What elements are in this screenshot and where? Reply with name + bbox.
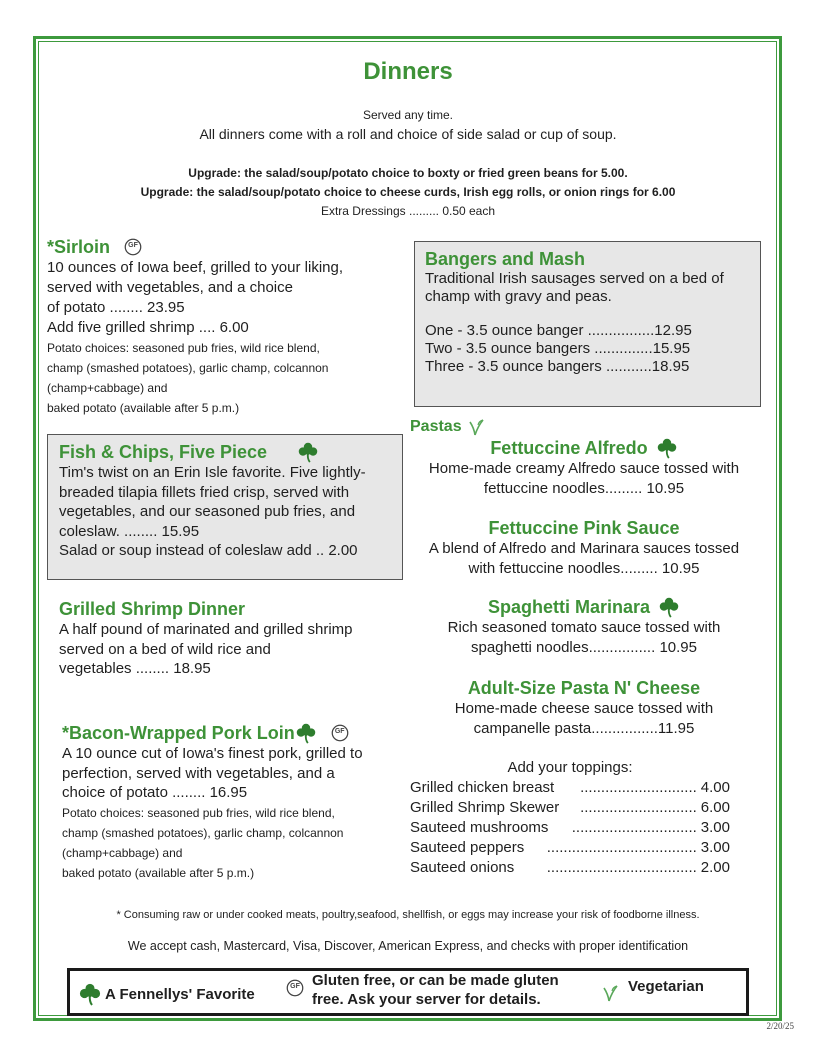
vegetarian-icon	[466, 417, 486, 437]
toppings-list	[410, 778, 730, 878]
pink-line-1: A blend of Alfredo and Marinara sauces tossed	[428, 540, 740, 557]
sirloin-title: *Sirloin	[47, 237, 111, 257]
vegetarian-icon	[600, 983, 620, 1003]
extra-dressings: Extra Dressings ......... 0.50 each	[320, 204, 496, 218]
pork-line-1: A 10 ounce cut of Iowa's finest pork, grilled to	[62, 745, 363, 762]
bangers-line-1: Traditional Irish sausages served on a bed of	[425, 270, 724, 287]
sirloin-line-1: 10 ounces of Iowa beef, grilled to your liking,	[47, 259, 344, 276]
gluten-free-icon: GF	[331, 724, 349, 742]
topping-row: Grilled Shrimp Skewer ............................ 6.00	[410, 799, 730, 816]
shrimp-section	[59, 598, 399, 679]
shamrock-icon	[297, 441, 319, 463]
shrimp-title: Grilled Shrimp Dinner	[59, 599, 246, 619]
pork-title: *Bacon-Wrapped Pork Loin	[62, 723, 295, 743]
topping-row: Grilled chicken breast ............................ 4.00	[410, 779, 730, 796]
alfredo-line-1: Home-made creamy Alfredo sauce tossed with	[428, 460, 740, 477]
shrimp-line-1: A half pound of marinated and grilled shrimp	[59, 621, 353, 638]
legend-favorite: A Fennellys' Favorite	[105, 986, 255, 1003]
marinara-line-2: spaghetti noodles................ 10.95	[471, 639, 697, 656]
legend-box	[67, 968, 749, 1016]
pasta-title-marinara: Spaghetti Marinara	[487, 597, 651, 617]
fish-chips-title: Fish & Chips, Five Piece	[59, 442, 268, 462]
foodborne-warning: * Consuming raw or under cooked meats, poultry,seafood, shellfish, or eggs may increase your risk of foodborne illness.	[116, 909, 700, 921]
pork-line-2: perfection, served with vegetables, and a	[62, 764, 335, 782]
shamrock-icon	[658, 596, 680, 618]
bangers-price-2: Two - 3.5 ounce bangers ..............15.95	[425, 340, 691, 357]
sirloin-potato-1: Potato choices: seasoned pub fries, wild rice blend,	[47, 341, 320, 355]
fish-chips-box	[47, 434, 403, 580]
pasta-title-alfredo: Fettuccine Alfredo	[490, 438, 648, 458]
pasta-item-alfredo	[410, 437, 758, 499]
bangers-title: Bangers and Mash	[425, 249, 586, 269]
bangers-price-3: Three - 3.5 ounce bangers ...........18.95	[425, 358, 690, 375]
pasta-title-mac-cheese: Adult-Size Pasta N' Cheese	[467, 678, 701, 698]
pink-line-2: with fettuccine noodles......... 10.95	[468, 560, 700, 577]
pork-section	[62, 722, 402, 883]
pastas-heading	[410, 417, 486, 437]
pasta-title-pink-sauce: Fettuccine Pink Sauce	[488, 518, 680, 538]
shrimp-line-3: vegetables ........ 18.95	[59, 660, 211, 677]
bangers-line-2: champ with gravy and peas.	[425, 288, 612, 305]
alfredo-line-2: fettuccine noodles......... 10.95	[483, 480, 685, 497]
upgrade-note-2: Upgrade: the salad/soup/potato choice to cheese curds, Irish egg rolls, or onion rings for 6.00	[140, 185, 676, 199]
sirloin-line-2: served with vegetables, and a choice	[47, 279, 293, 296]
fish-line-3: vegetables, and our seasoned pub fries, and	[59, 503, 356, 520]
payment-note: We accept cash, Mastercard, Visa, Discover, American Express, and checks with proper identification	[127, 939, 689, 953]
sirloin-section	[47, 236, 407, 418]
sirloin-line-4: Add five grilled shrimp .... 6.00	[47, 319, 249, 336]
page-title: Dinners	[363, 58, 453, 85]
pastas-label: Pastas	[410, 418, 462, 435]
shamrock-icon	[656, 437, 678, 459]
pork-potato-4: baked potato (available after 5 p.m.)	[62, 865, 255, 880]
shrimp-line-2: served on a bed of wild rice and	[59, 640, 271, 658]
fish-line-5: Salad or soup instead of coleslaw add .. 2.00	[59, 542, 358, 559]
gluten-free-icon: GF	[286, 979, 304, 997]
bangers-box	[414, 241, 761, 407]
pasta-item-pink-sauce	[410, 517, 758, 579]
pork-potato-3: (champ+cabbage) and	[62, 845, 183, 860]
mac-line-2: campanelle pasta................11.95	[473, 720, 695, 737]
dinners-include-note: All dinners come with a roll and choice of side salad or cup of soup.	[199, 126, 617, 142]
fish-line-4: coleslaw. ........ 15.95	[59, 522, 200, 540]
shamrock-icon	[78, 982, 102, 1006]
shamrock-icon	[295, 722, 317, 744]
topping-row: Sauteed mushrooms .............................. 3.00	[410, 819, 730, 836]
pork-line-3: choice of potato ........ 16.95	[62, 784, 248, 801]
upgrade-note-1: Upgrade: the salad/soup/potato choice to boxty or fried green beans for 5.00.	[188, 166, 628, 180]
pork-potato-2: champ (smashed potatoes), garlic champ, colcannon	[62, 825, 344, 840]
legend-vegetarian: Vegetarian	[628, 978, 704, 995]
fish-line-2: breaded tilapia fillets fried crisp, served with	[59, 483, 350, 501]
sirloin-potato-4: baked potato (available after 5 p.m.)	[47, 401, 240, 415]
sirloin-potato-3: (champ+cabbage) and	[47, 381, 168, 395]
sirloin-potato-2: champ (smashed potatoes), garlic champ, colcannon	[47, 361, 329, 375]
bangers-price-1: One - 3.5 ounce banger ................12.95	[425, 322, 692, 339]
served-any-time: Served any time.	[362, 108, 454, 122]
pasta-item-marinara	[410, 596, 758, 658]
sirloin-line-3: of potato ........ 23.95	[47, 299, 185, 316]
pasta-item-mac-cheese	[410, 677, 758, 739]
legend-gf-line-2: free. Ask your server for details.	[312, 991, 541, 1008]
topping-row: Sauteed onions .................................... 2.00	[410, 859, 730, 876]
topping-row: Sauteed peppers .................................... 3.00	[410, 839, 730, 856]
toppings-heading: Add your toppings:	[507, 759, 633, 776]
gluten-free-icon: GF	[124, 238, 142, 256]
date-stamp: 2/20/25	[766, 1021, 794, 1031]
marinara-line-1: Rich seasoned tomato sauce tossed with	[447, 619, 721, 636]
mac-line-1: Home-made cheese sauce tossed with	[454, 700, 714, 717]
pork-potato-1: Potato choices: seasoned pub fries, wild rice blend,	[62, 805, 335, 820]
fish-line-1: Tim's twist on an Erin Isle favorite. Five lightly-	[59, 464, 366, 481]
legend-gf-line-1: Gluten free, or can be made gluten	[312, 972, 559, 989]
